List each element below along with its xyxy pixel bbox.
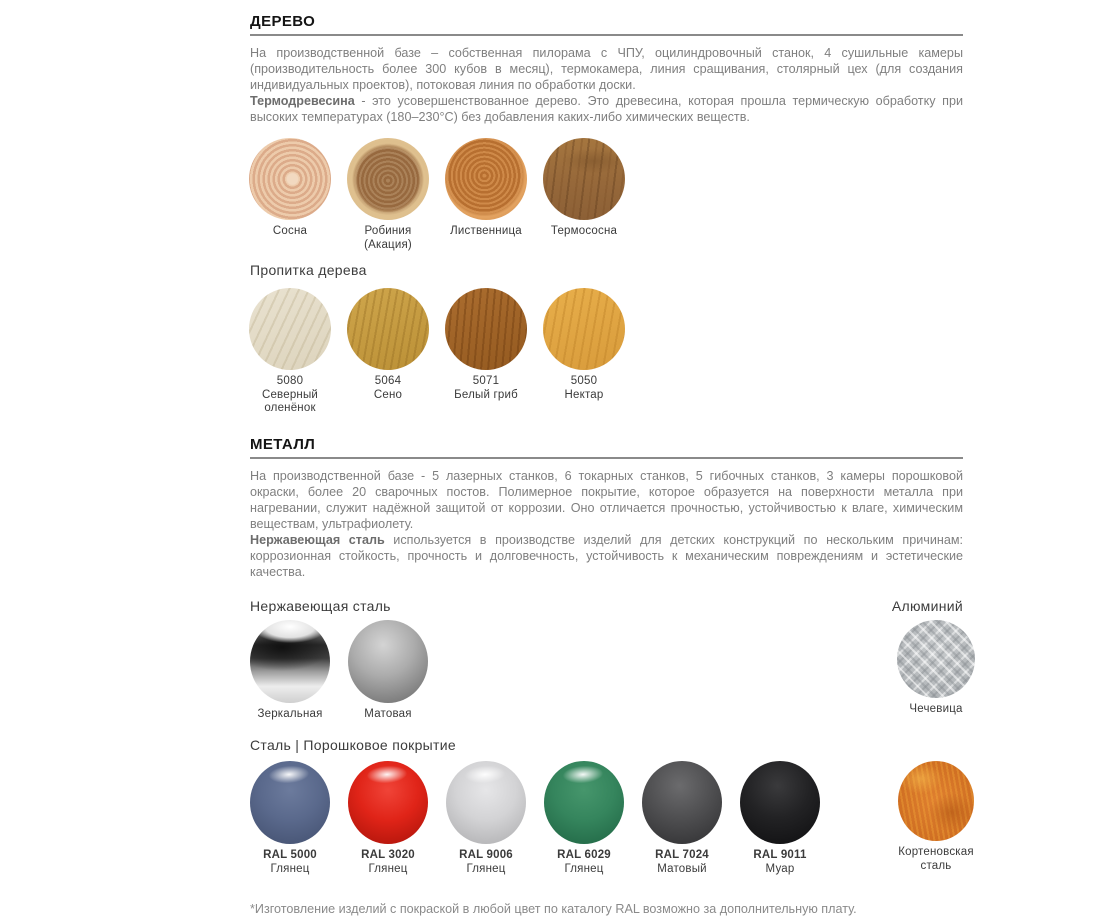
wood-species-row xyxy=(241,138,974,252)
ral-ball-image xyxy=(544,761,624,844)
color-name: Сено xyxy=(373,388,403,401)
ral-ball-image xyxy=(348,761,428,844)
mirror-steel-ball-image xyxy=(250,620,330,703)
swatch-label xyxy=(655,849,709,876)
wood-section xyxy=(250,13,963,416)
color-code: 5050 xyxy=(570,375,598,387)
swatch-label xyxy=(459,849,513,876)
swatch-label: Зеркальная xyxy=(257,707,323,720)
thermowood-paragraph xyxy=(250,93,963,125)
ral-code: RAL 3020 xyxy=(361,849,415,861)
ral-swatch-9006 xyxy=(437,761,535,876)
swatch-label: Кортеновская сталь xyxy=(898,846,974,872)
color-name: Белый гриб xyxy=(454,388,518,401)
metal-section xyxy=(250,435,974,877)
swatch-label xyxy=(374,375,402,402)
ral-finish: Глянец xyxy=(466,862,506,875)
ral-code: RAL 9006 xyxy=(459,849,513,861)
color-sample-image xyxy=(543,288,625,370)
powder-coating-row xyxy=(241,761,974,876)
powder-coating-title: Сталь | Порошковое покрытие xyxy=(250,737,456,753)
swatch-label xyxy=(565,375,604,402)
metal-description xyxy=(250,468,963,580)
ral-ball-image xyxy=(250,761,330,844)
ral-swatch-6029 xyxy=(535,761,633,876)
wood-description xyxy=(250,45,963,125)
swatch-label xyxy=(454,375,518,402)
ral-code: RAL 6029 xyxy=(557,849,611,861)
color-code: 5080 xyxy=(276,375,304,387)
thermowood-desc: - это усовершенствованное дерево. Это древесина, которая прошла термическую обработку при высоких температурах (180–230°С) без добавления каких-либо химических веществ. xyxy=(250,94,963,124)
color-sample-image xyxy=(445,288,527,370)
ral-ball-image xyxy=(740,761,820,844)
impregnation-swatch-5071 xyxy=(437,288,535,402)
ral-code: RAL 7024 xyxy=(655,849,709,861)
corten-steel-image xyxy=(898,761,974,841)
stainless-paragraph xyxy=(250,532,963,580)
wood-section-title: ДЕРЕВО xyxy=(250,13,316,30)
swatch-label xyxy=(361,849,415,876)
wood-swatch-robinia xyxy=(339,138,437,252)
wood-intro-paragraph: На производственной базе – собственная пилорама с ЧПУ, оцилиндровочный станок, 4 сушильные камеры (производительность более 300 кубов в месяц), термокамера, линия сращивания, столярный цех (для создания индивидуальных проектов), потоковая линия по обработки доски. xyxy=(250,46,963,92)
ral-finish: Муар xyxy=(765,862,795,875)
stainless-steel-title: Нержавеющая сталь xyxy=(250,597,391,614)
ral-finish: Глянец xyxy=(270,862,310,875)
impregnation-title: Пропитка дерева xyxy=(250,262,367,278)
ral-finish: Глянец xyxy=(564,862,604,875)
thermowood-term: Термодревесина xyxy=(250,94,355,108)
stainless-desc: используется в производстве изделий для детских конструкций по нескольким причинам: коррозионная стойкость, прочность и долговечность, устойчивость к механическим повреждениям и эстетические качества. xyxy=(250,532,963,579)
larch-slice-image xyxy=(445,138,527,220)
swatch-label xyxy=(263,849,317,876)
ral-finish: Глянец xyxy=(368,862,408,875)
corten-steel-swatch xyxy=(887,761,985,873)
stainless-aluminum-row xyxy=(241,620,974,722)
impregnation-swatch-5064 xyxy=(339,288,437,402)
page-content xyxy=(250,13,974,916)
color-sample-image xyxy=(347,288,429,370)
swatch-label xyxy=(241,375,339,416)
wood-section-divider xyxy=(250,34,963,36)
metal-subheaders xyxy=(250,598,963,614)
swatch-label: Лиственница xyxy=(450,225,522,237)
ral-finish: Матовый xyxy=(657,862,707,875)
color-code: 5071 xyxy=(472,375,500,387)
impregnation-swatch-5080 xyxy=(241,288,339,416)
impregnation-swatch-5050 xyxy=(535,288,633,402)
color-sample-image xyxy=(249,288,331,370)
matte-steel-ball-image xyxy=(348,620,428,703)
swatch-label: Робиния (Акация) xyxy=(364,225,412,251)
ral-ball-image xyxy=(446,761,526,844)
metal-section-title: МЕТАЛЛ xyxy=(250,435,316,453)
swatch-label xyxy=(753,849,806,876)
swatch-label: Термососна xyxy=(550,225,618,237)
stainless-term: Нержавеющая сталь xyxy=(250,532,385,547)
color-name: Нектар xyxy=(564,388,604,401)
metal-section-divider xyxy=(250,457,963,459)
swatch-label xyxy=(557,849,611,876)
color-name: Северный оленёнок xyxy=(261,388,319,414)
swatch-label: Матовая xyxy=(364,707,412,720)
stainless-swatch-mirror xyxy=(241,620,339,722)
ral-ball-image xyxy=(642,761,722,844)
swatch-label: Сосна xyxy=(272,225,308,237)
ral-code: RAL 9011 xyxy=(753,849,807,861)
ral-swatch-9011 xyxy=(731,761,829,876)
stainless-swatch-matte xyxy=(339,620,437,722)
ral-swatch-5000 xyxy=(241,761,339,876)
wood-swatch-larch xyxy=(437,138,535,239)
thermopine-sample-image xyxy=(543,138,625,220)
wood-swatch-pine xyxy=(241,138,339,239)
ral-footnote: *Изготовление изделий с покраской в любой цвет по каталогу RAL возможно за дополнительную плату. xyxy=(250,902,857,916)
pine-slice-image xyxy=(249,138,331,220)
ral-swatch-7024 xyxy=(633,761,731,876)
diamond-plate-image xyxy=(897,620,975,698)
ral-code: RAL 5000 xyxy=(263,849,317,861)
aluminum-swatch-checker xyxy=(887,620,985,717)
aluminum-title: Алюминий xyxy=(891,597,963,614)
impregnation-row xyxy=(241,288,974,416)
swatch-label: Чечевица xyxy=(909,702,963,715)
ral-swatch-3020 xyxy=(339,761,437,876)
color-code: 5064 xyxy=(374,375,402,387)
wood-swatch-thermopine xyxy=(535,138,633,239)
metal-intro-paragraph: На производственной базе - 5 лазерных станков, 6 токарных станков, 5 гибочных станков, 3 камеры порошковой окраски, более 20 сварочных постов. Полимерное покрытие, которое образуется на поверхности металла при нагревании, служит надёжной защитой от коррозии. Оно отличается прочностью, устойчивостью к влаге, химическим веществам, ультрафиолету. xyxy=(250,468,963,531)
robinia-slice-image xyxy=(347,138,429,220)
